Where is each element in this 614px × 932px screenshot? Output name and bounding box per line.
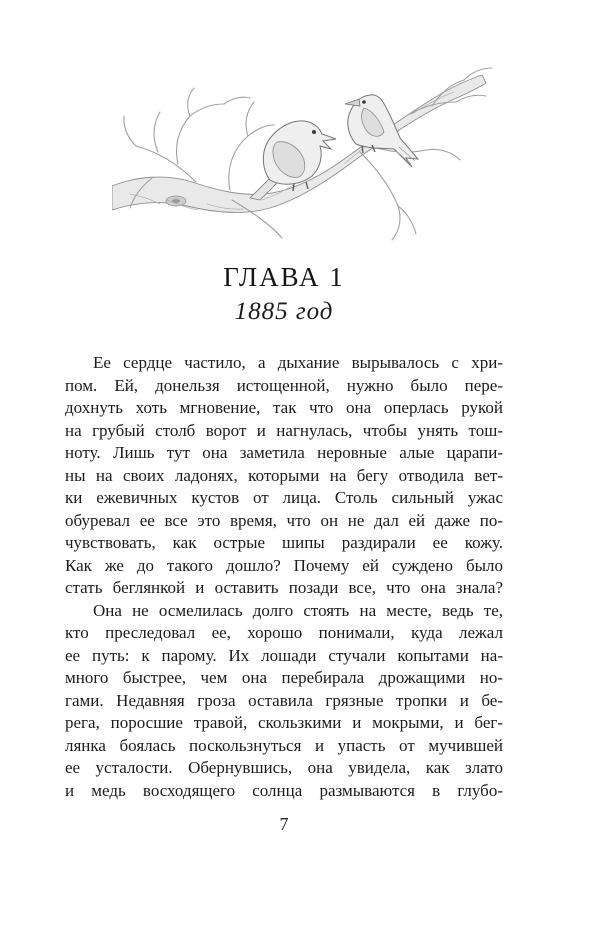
right-crow-beak — [345, 99, 360, 106]
text-line: лянка боялась поскользнуться и упасть от мучившей — [65, 735, 503, 755]
body-text — [65, 352, 503, 802]
right-crow-eye — [362, 100, 366, 104]
text-line: Она не осмелилась долго стоять на месте, ведь те, — [93, 600, 503, 620]
text-line: и медь восходящего солнца размываются в глубо- — [65, 780, 503, 800]
text-line: дохнуть хоть мгновение, так что она оперлась рукой — [65, 398, 503, 417]
text-line: пом. Ей, донельзя истощенной, нужно было пере- — [65, 375, 503, 395]
text-line: ки ежевичных кустов от лица. Столь сильный ужас — [65, 488, 503, 507]
text-line: много быстрее, чем она перебирала дрожащими но- — [65, 668, 503, 687]
text-line: на грубый столб ворот и нагнулась, чтобы унять тош- — [65, 420, 503, 440]
chapter-subtitle: 1885 год — [234, 298, 334, 325]
text-line: ноту. Лишь тут она заметила неровные алые царапи- — [65, 443, 503, 462]
text-line: стать беглянкой и оставить позади все, что она знала? — [65, 578, 503, 597]
text-line: ны на своих ладонях, которыми на бегу отводила вет- — [65, 465, 503, 485]
text-line: гами. Недавняя гроза оставила грязные тропки и бе- — [65, 690, 503, 710]
text-line: рега, поросшие травой, скользкими и мокрыми, и бег- — [65, 713, 503, 732]
page-number: 7 — [279, 814, 289, 834]
text-column — [65, 262, 503, 835]
text-line: чувствовать, как острые шипы раздирали ее кожу. — [65, 533, 503, 552]
left-crow-eye — [312, 130, 316, 134]
chapter-illustration — [112, 52, 502, 248]
text-line: Ее сердце частило, а дыхание вырывалось с хри- — [93, 353, 503, 372]
chapter-title: ГЛАВА 1 — [223, 262, 345, 292]
text-line: ее путь: к парому. Их лошади стучали копытами на- — [65, 645, 503, 665]
text-line: обуревал ее все это время, что он не дал ей даже по- — [65, 510, 503, 530]
text-line: ее усталости. Обернувшись, она увидела, как злато — [65, 758, 503, 777]
text-line: кто преследовал ее, хорошо понимали, куда лежал — [65, 623, 503, 642]
crows-on-branch-illustration — [112, 52, 502, 248]
left-crow — [250, 121, 336, 200]
text-line: Как же до такого дошло? Почему ей суждено было — [65, 555, 503, 575]
